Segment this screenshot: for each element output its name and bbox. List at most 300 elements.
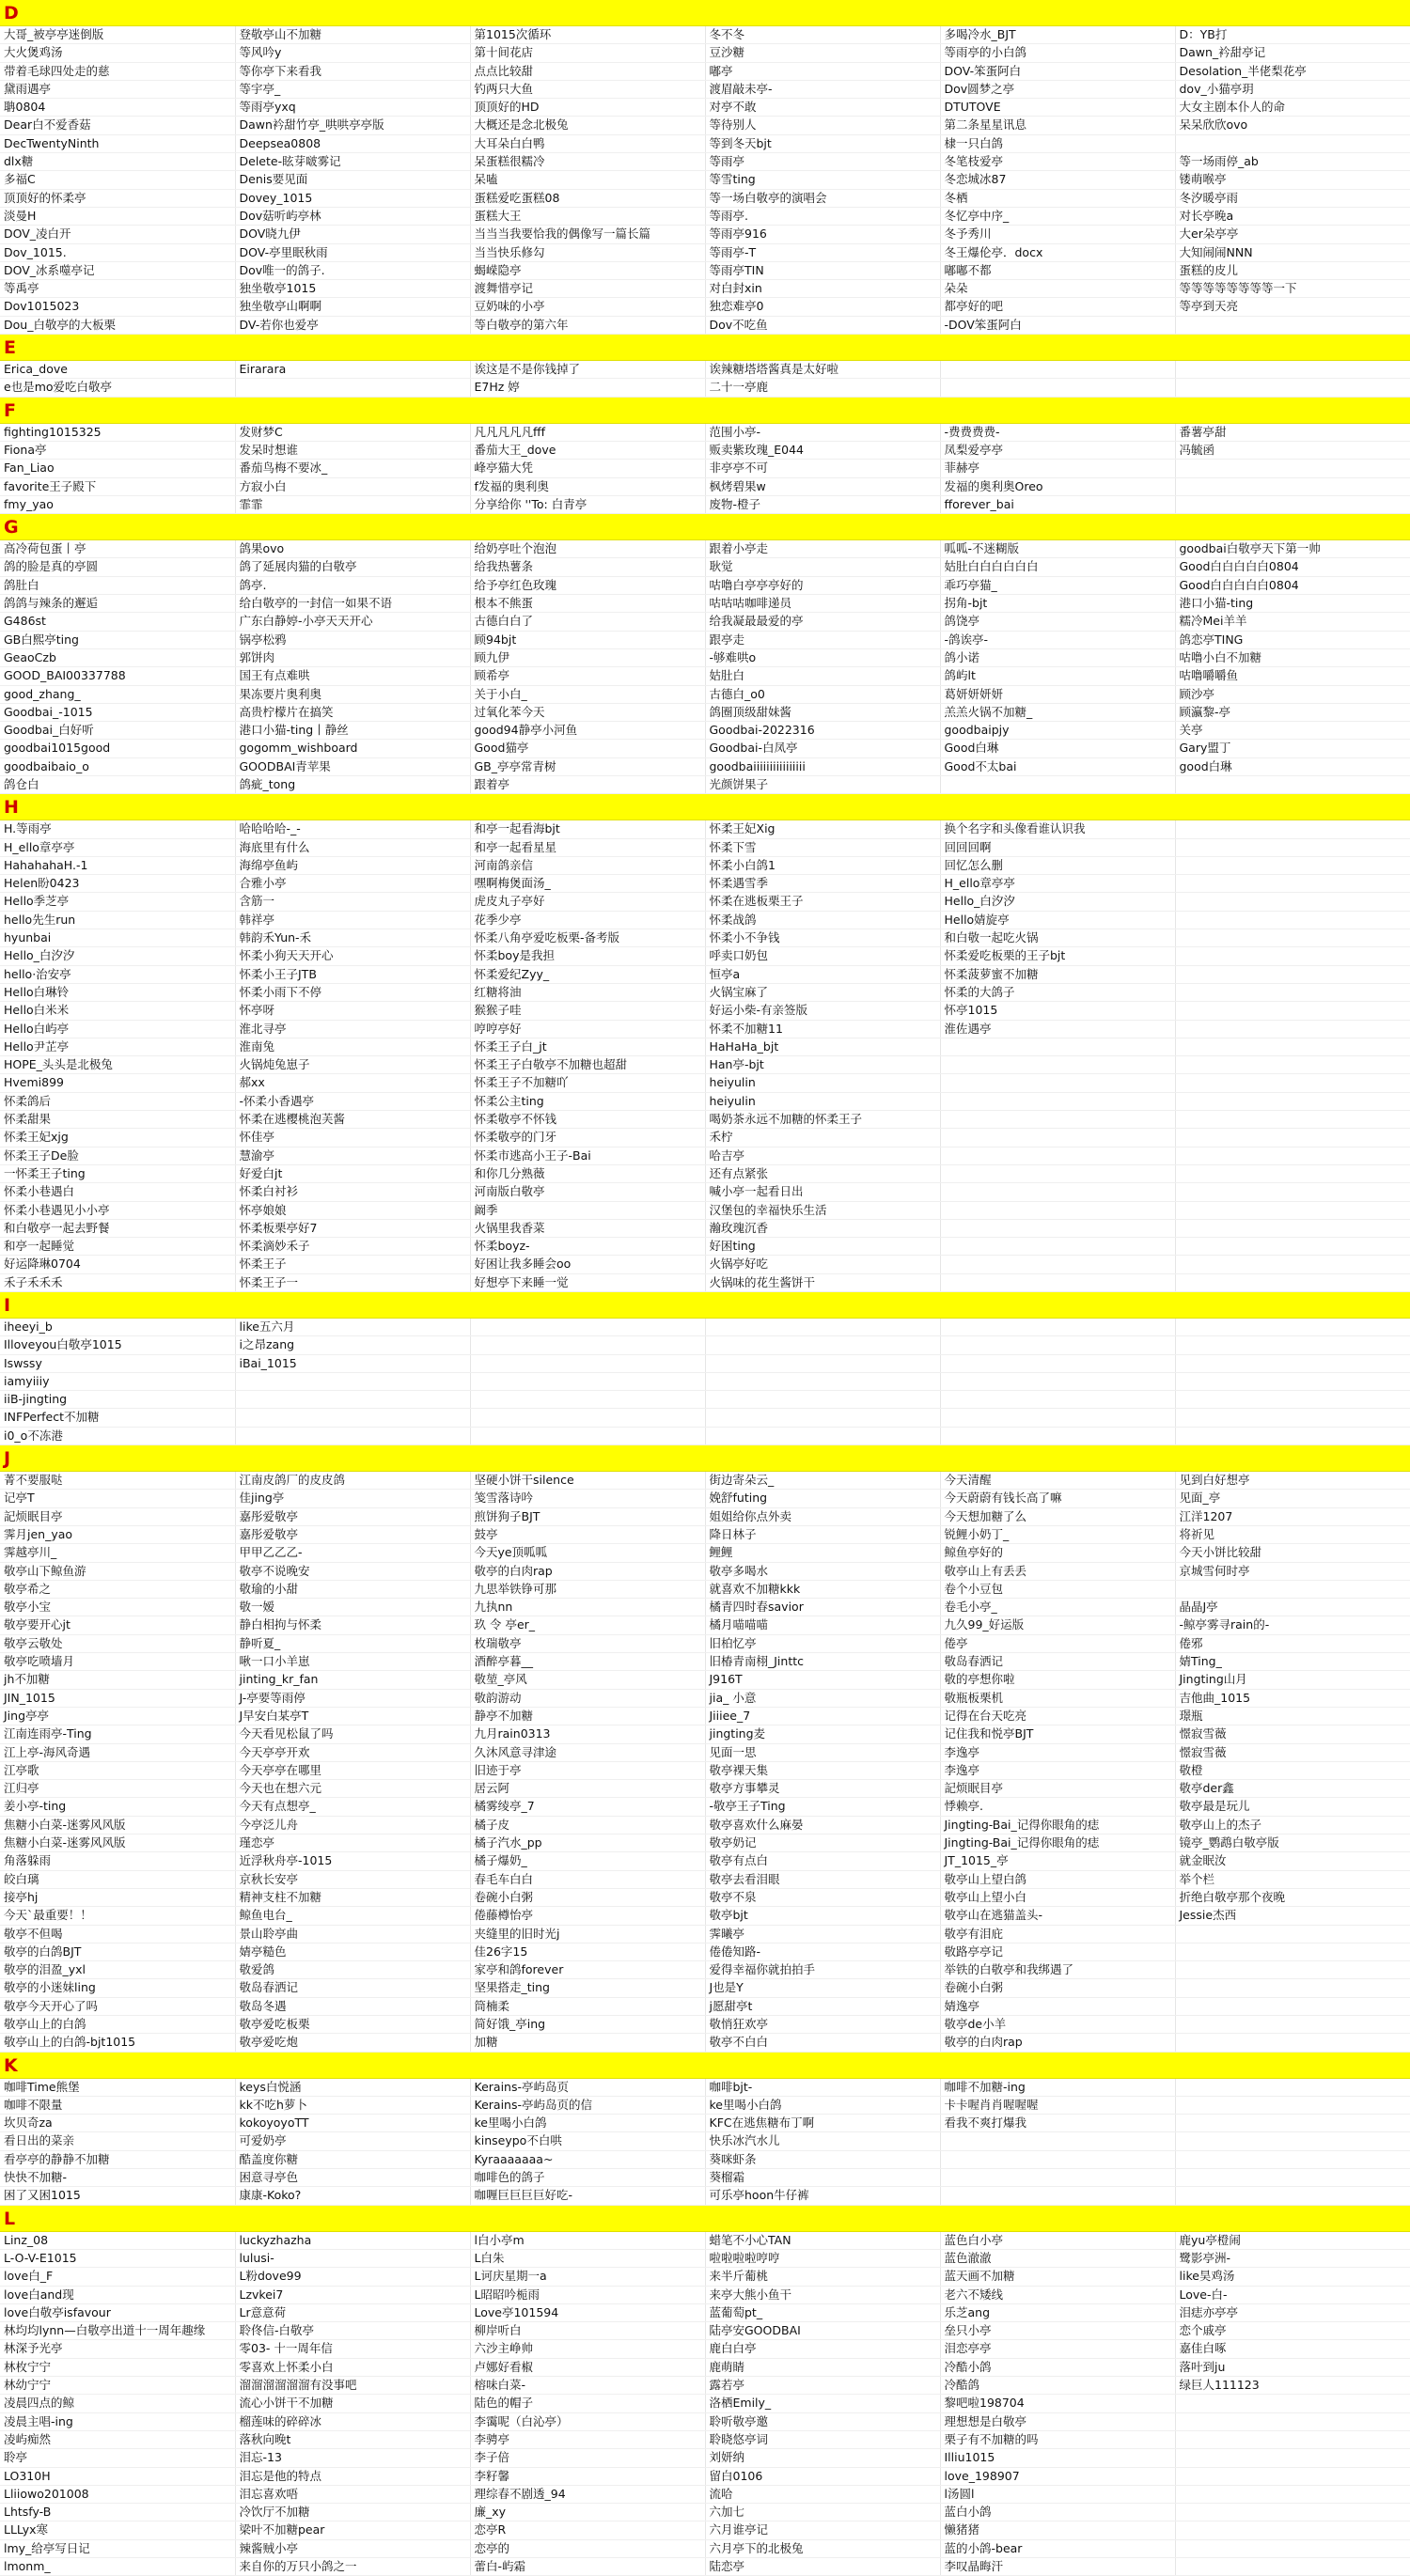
cell[interactable]: 敬一嫒 (235, 1599, 470, 1616)
cell[interactable]: 晶晶J亭 (1175, 1599, 1410, 1616)
cell[interactable]: 非亭亭不可 (705, 460, 940, 477)
cell[interactable] (235, 1427, 470, 1444)
cell[interactable]: 姐姐给你点外卖 (705, 1507, 940, 1525)
cell[interactable] (1175, 2558, 1410, 2576)
cell[interactable] (1175, 775, 1410, 793)
cell[interactable]: Hello_白汐汐 (940, 893, 1175, 911)
cell[interactable]: good白琳 (1175, 757, 1410, 775)
cell[interactable]: 旧柏忆亭 (705, 1634, 940, 1652)
cell[interactable]: 娩舒futing (705, 1490, 940, 1507)
cell[interactable]: 黎吧啦198704 (940, 2395, 1175, 2412)
cell[interactable]: 家亭和鸽forever (470, 1961, 705, 1979)
cell[interactable]: 敬亭不泉 (705, 1888, 940, 1906)
cell[interactable]: Lr意意荷 (235, 2303, 470, 2321)
cell[interactable] (1175, 2079, 1410, 2097)
cell[interactable]: 敬堃_亭风 (470, 1671, 705, 1689)
cell[interactable]: 韩韵禾Yun-禾 (235, 929, 470, 947)
cell[interactable]: 顶顶好的HD (470, 99, 705, 117)
cell[interactable]: Hvemi899 (0, 1074, 235, 1092)
cell[interactable]: Helen盼0423 (0, 875, 235, 893)
cell[interactable]: 和白敬亭一起去野餐 (0, 1219, 235, 1237)
cell[interactable]: 大er朵亭亭 (1175, 226, 1410, 243)
cell[interactable]: 敬亭最是玩儿 (1175, 1798, 1410, 1816)
cell[interactable]: 猴猴子哇 (470, 1002, 705, 1020)
cell[interactable]: 嘉彤爱敬亭 (235, 1525, 470, 1543)
cell[interactable]: 婧Ting_ (1175, 1653, 1410, 1671)
cell[interactable] (705, 1391, 940, 1409)
cell[interactable]: Hello_白汐汐 (0, 947, 235, 965)
cell[interactable]: J916T (705, 1671, 940, 1689)
cell[interactable]: 今天也在想六元 (235, 1780, 470, 1798)
cell[interactable]: 敬亭吃喷墙月 (0, 1653, 235, 1671)
cell[interactable]: J早安白某亭T (235, 1707, 470, 1725)
cell[interactable]: 等雨亭的小白鸽 (940, 44, 1175, 62)
cell[interactable]: kk不吃h萝卜 (235, 2096, 470, 2114)
cell[interactable]: 怀柔敬亭不怀钱 (470, 1111, 705, 1129)
cell[interactable]: 敬亭云敬处 (0, 1634, 235, 1652)
cell[interactable] (940, 1038, 1175, 1055)
cell[interactable]: hyunbai (0, 929, 235, 947)
cell[interactable]: 蕾白-屿霜 (470, 2558, 705, 2576)
cell[interactable]: -够难哄o (705, 648, 940, 666)
cell[interactable]: 恋个戚亭 (1175, 2322, 1410, 2340)
cell[interactable]: 蓝色白小亭 (940, 2232, 1175, 2250)
cell[interactable] (1175, 875, 1410, 893)
cell[interactable]: GOODBAI青苹果 (235, 757, 470, 775)
cell[interactable]: 等待别人 (705, 117, 940, 134)
cell[interactable] (1175, 1038, 1410, 1055)
cell[interactable]: 今天想加糖了么 (940, 1507, 1175, 1525)
cell[interactable]: Fan_Liao (0, 460, 235, 477)
cell[interactable]: 大女主剧本仆人的命 (1175, 99, 1410, 117)
cell[interactable] (1175, 1238, 1410, 1256)
cell[interactable]: 敬亭的小迷妹ling (0, 1979, 235, 1997)
cell[interactable]: 蓝天画不加糖 (940, 2268, 1175, 2286)
cell[interactable]: Good不太bai (940, 757, 1175, 775)
cell[interactable]: 鹿yu亭橙闹 (1175, 2232, 1410, 2250)
cell[interactable]: 好运降琳0704 (0, 1256, 235, 1273)
cell[interactable]: 敬的亭想你啦 (940, 1671, 1175, 1689)
cell[interactable]: 冬恋城冰87 (940, 171, 1175, 189)
cell[interactable] (705, 1319, 940, 1336)
cell[interactable]: 敬亭山在逃猫盖头- (940, 1907, 1175, 1925)
cell[interactable]: 春毛车白白 (470, 1870, 705, 1888)
cell[interactable]: kinseypo不白哄 (470, 2132, 705, 2150)
cell[interactable]: 鸽的脸是真的亭圆 (0, 558, 235, 576)
cell[interactable]: 卷碗小白粥 (940, 1979, 1175, 1997)
cell[interactable]: 独坐敬亭山啊啊 (235, 298, 470, 316)
cell[interactable]: 汉堡包的幸福快乐生活 (705, 1201, 940, 1219)
cell[interactable]: 好运小柴-有亲签版 (705, 1002, 940, 1020)
cell[interactable]: 敬韵游动 (470, 1689, 705, 1707)
cell[interactable]: 带着毛球四处走的慈 (0, 62, 235, 80)
cell[interactable]: 港口小猫-ting (1175, 595, 1410, 613)
cell[interactable]: goodbai1015good (0, 740, 235, 757)
cell[interactable]: 等禹亭 (0, 280, 235, 298)
cell[interactable]: GB白熙亭ting (0, 631, 235, 648)
cell[interactable]: 理想想是白敬亭 (940, 2412, 1175, 2430)
cell[interactable]: 林枚宁宁 (0, 2358, 235, 2376)
cell[interactable]: 刘妍纳 (705, 2449, 940, 2467)
cell[interactable]: ke里喝小白鸽 (470, 2115, 705, 2132)
cell[interactable]: Goodbai-白凤亭 (705, 740, 940, 757)
cell[interactable] (1175, 1074, 1410, 1092)
cell[interactable]: 今天ye顶呱呱 (470, 1544, 705, 1562)
cell[interactable]: goodbaiiiiiiiiiiiiiiii (705, 757, 940, 775)
cell[interactable]: 高贵柠檬片在搞笑 (235, 703, 470, 721)
cell[interactable] (1175, 361, 1410, 379)
cell[interactable]: 敬亭山上望小白 (940, 1888, 1175, 1906)
cell[interactable]: 怀柔在逃樱桃泡芙酱 (235, 1111, 470, 1129)
cell[interactable]: fighting1015325 (0, 424, 235, 442)
cell[interactable]: 卷毛小亭_ (940, 1599, 1175, 1616)
cell[interactable] (1175, 1372, 1410, 1390)
cell[interactable]: Gary盟丁 (1175, 740, 1410, 757)
cell[interactable]: 咖啡不限量 (0, 2096, 235, 2114)
cell[interactable]: like昊鸡汤 (1175, 2268, 1410, 2286)
cell[interactable]: 京城雪何时亭 (1175, 1562, 1410, 1580)
cell[interactable]: Good白白白白白0804 (1175, 558, 1410, 576)
cell[interactable]: 怀柔滴妙禾子 (235, 1238, 470, 1256)
cell[interactable]: 过氧化苯今天 (470, 703, 705, 721)
cell[interactable]: 大知闹闹NNN (1175, 243, 1410, 261)
cell[interactable]: 京秋长安亭 (235, 1870, 470, 1888)
cell[interactable] (470, 1354, 705, 1372)
cell[interactable]: 敬亭方事攀灵 (705, 1780, 940, 1798)
cell[interactable]: G486st (0, 613, 235, 631)
cell[interactable]: 枫烤碧果w (705, 477, 940, 495)
cell[interactable] (940, 1238, 1175, 1256)
cell[interactable]: 豆沙糖 (705, 44, 940, 62)
cell[interactable]: 糯冷Mei羊羊 (1175, 613, 1410, 631)
cell[interactable] (470, 1336, 705, 1354)
cell[interactable]: 敬亭不但喝 (0, 1925, 235, 1943)
cell[interactable]: INFPerfect不加糖 (0, 1409, 235, 1427)
cell[interactable]: 筒楠柔 (470, 1997, 705, 2015)
cell[interactable]: i之昂zang (235, 1336, 470, 1354)
cell[interactable]: 夹缝里的旧时光j (470, 1925, 705, 1943)
cell[interactable]: 敬瑜的小甜 (235, 1580, 470, 1598)
cell[interactable]: 多喝冷水_BJT (940, 26, 1175, 44)
cell[interactable]: 泪忘-13 (235, 2449, 470, 2467)
cell[interactable]: 呱呱-不迷糊版 (940, 540, 1175, 558)
cell[interactable]: Kerains-亭屿岛页的信 (470, 2096, 705, 2114)
cell[interactable]: 羔羔火锅不加糖_ (940, 703, 1175, 721)
cell[interactable]: 顶顶好的怀柔亭 (0, 189, 235, 207)
cell[interactable]: 顾希亭 (470, 667, 705, 685)
cell[interactable]: Dear白不爱香菇 (0, 117, 235, 134)
cell[interactable]: 鸽恋亭TING (1175, 631, 1410, 648)
cell[interactable] (1175, 1020, 1410, 1038)
cell[interactable] (940, 1111, 1175, 1129)
cell[interactable]: 来自你的万只小鸽之一 (235, 2558, 470, 2576)
cell[interactable]: 朵朵 (940, 280, 1175, 298)
cell[interactable] (940, 2150, 1175, 2168)
cell[interactable]: fmy_yao (0, 495, 235, 513)
cell[interactable]: 敬亭裸天集 (705, 1761, 940, 1779)
cell[interactable]: H_ello章亭亭 (940, 875, 1175, 893)
cell[interactable]: hello先生run (0, 911, 235, 929)
cell[interactable]: 咖喱巨巨巨巨好吃- (470, 2187, 705, 2205)
cell[interactable]: 怀柔爱吃板栗的王子bjt (940, 947, 1175, 965)
cell[interactable]: Love亭101594 (470, 2303, 705, 2321)
cell[interactable]: 等等等等等等等等一下 (1175, 280, 1410, 298)
cell[interactable]: 坎贝奇za (0, 2115, 235, 2132)
cell[interactable]: -DOV笨蛋阿白 (940, 316, 1175, 334)
cell[interactable]: 当当当我要恰我的偶像写一篇长篇 (470, 226, 705, 243)
cell[interactable]: 九执nn (470, 1599, 705, 1616)
cell[interactable]: 枚瑞敬亭 (470, 1634, 705, 1652)
cell[interactable]: 敬亭的白肉rap (940, 2034, 1175, 2052)
cell[interactable]: 冬栖 (940, 189, 1175, 207)
cell[interactable]: 禾柠 (705, 1129, 940, 1147)
cell[interactable]: 婧亭糙色 (235, 1943, 470, 1960)
cell[interactable]: jh不加糖 (0, 1671, 235, 1689)
cell[interactable]: 江南连雨亭-Ting (0, 1725, 235, 1743)
cell[interactable]: 廉_xy (470, 2504, 705, 2521)
cell[interactable]: jia_ 小意 (705, 1689, 940, 1707)
cell[interactable]: 敬亭山下鲸鱼游 (0, 1562, 235, 1580)
cell[interactable]: 鲤鲤 (705, 1544, 940, 1562)
cell[interactable]: 独坐敬亭1015 (235, 280, 470, 298)
cell[interactable]: keys白悦涵 (235, 2079, 470, 2097)
cell[interactable]: 李叹晶晦汗 (940, 2558, 1175, 2576)
cell[interactable]: 憬寂雪薇 (1175, 1743, 1410, 1761)
cell[interactable]: 鸽果ovo (235, 540, 470, 558)
cell[interactable]: dov_小猫亭玥 (1175, 80, 1410, 98)
cell[interactable]: 等雨亭. (705, 207, 940, 225)
cell[interactable]: Deepsea0808 (235, 134, 470, 152)
cell[interactable] (940, 1092, 1175, 1110)
cell[interactable]: 将祈见 (1175, 1525, 1410, 1543)
cell[interactable] (1175, 2485, 1410, 2503)
cell[interactable]: 拐角-bjt (940, 595, 1175, 613)
cell[interactable]: 当当快乐修勾 (470, 243, 705, 261)
cell[interactable]: 港口小猫-ting丨静丝 (235, 722, 470, 740)
cell[interactable] (1175, 477, 1410, 495)
cell[interactable]: 姑肚白白白白白白 (940, 558, 1175, 576)
cell[interactable]: 大概还是念北极兔 (470, 117, 705, 134)
cell[interactable]: 记亭T (0, 1490, 235, 1507)
cell[interactable]: good_zhang_ (0, 685, 235, 703)
cell[interactable] (940, 361, 1175, 379)
cell[interactable]: 见面一思 (705, 1743, 940, 1761)
cell[interactable]: 冬予秀川 (940, 226, 1175, 243)
cell[interactable]: LO310H (0, 2467, 235, 2485)
cell[interactable]: 甲甲乙乙乙- (235, 1544, 470, 1562)
cell[interactable]: 六月谁亭记 (705, 2521, 940, 2539)
cell[interactable]: 敬亭有泪庇 (940, 1925, 1175, 1943)
cell[interactable]: 镂萌喉亭 (1175, 171, 1410, 189)
cell[interactable]: 今天小饼比较甜 (1175, 1544, 1410, 1562)
cell[interactable] (940, 1183, 1175, 1201)
cell[interactable] (1175, 1273, 1410, 1291)
cell[interactable] (1175, 893, 1410, 911)
cell[interactable]: 康康-Koko? (235, 2187, 470, 2205)
cell[interactable]: 橘子汽水_pp (470, 1834, 705, 1852)
cell[interactable]: 峰亭猫大凭 (470, 460, 705, 477)
cell[interactable]: l汤圆l (940, 2485, 1175, 2503)
cell[interactable]: 等雨亭 (705, 153, 940, 171)
cell[interactable]: 敬岛春洒记 (235, 1979, 470, 1997)
cell[interactable]: Delete-眩芽啵雾记 (235, 153, 470, 171)
cell[interactable]: 耿觉 (705, 558, 940, 576)
cell[interactable] (940, 1409, 1175, 1427)
cell[interactable]: 独恋难亭0 (705, 298, 940, 316)
cell[interactable]: HaHaHa_bjt (705, 1038, 940, 1055)
cell[interactable]: 今亭泛儿舟 (235, 1816, 470, 1834)
cell[interactable]: 橘青四时春savior (705, 1599, 940, 1616)
cell[interactable]: 敬亭bjt (705, 1907, 940, 1925)
cell[interactable]: 怀柔小王子JTB (235, 965, 470, 983)
cell[interactable]: 敬亭山上的白鸽-bjt1015 (0, 2034, 235, 2052)
cell[interactable]: 古德白_o0 (705, 685, 940, 703)
cell[interactable]: 范围小亭- (705, 424, 940, 442)
cell[interactable]: 李霭呢（白沁亭） (470, 2412, 705, 2430)
cell[interactable]: 橘子皮 (470, 1816, 705, 1834)
cell[interactable]: 江亭歌 (0, 1761, 235, 1779)
cell[interactable]: 敬亭不说晚安 (235, 1562, 470, 1580)
cell[interactable]: 凌屿痴然 (0, 2430, 235, 2448)
cell[interactable] (1175, 2150, 1410, 2168)
cell[interactable]: 回忆怎么删 (940, 856, 1175, 874)
cell[interactable]: iiB-jingting (0, 1391, 235, 1409)
cell[interactable]: 鹿萌睛 (705, 2358, 940, 2376)
cell[interactable]: DTUTOVE (940, 99, 1175, 117)
cell[interactable]: 理综春不剧透_94 (470, 2485, 705, 2503)
cell[interactable]: 敬亭山上的白鸽 (0, 2015, 235, 2033)
cell[interactable]: 佳jing亭 (235, 1490, 470, 1507)
cell[interactable]: 怀柔市逃高小王子-Bai (470, 1147, 705, 1164)
cell[interactable] (940, 1219, 1175, 1237)
cell[interactable]: 李子倍 (470, 2449, 705, 2467)
cell[interactable]: 火锅里我香菜 (470, 1219, 705, 1237)
cell[interactable]: 还有点紧张 (705, 1164, 940, 1182)
cell[interactable]: 怀柔王子一 (235, 1273, 470, 1291)
cell[interactable]: 多福C (0, 171, 235, 189)
cell[interactable]: Illoveyou白敬亭1015 (0, 1336, 235, 1354)
cell[interactable]: 泪痣亦亭亭 (1175, 2303, 1410, 2321)
cell[interactable]: Jingting-Bai_记得你眼角的痣 (940, 1816, 1175, 1834)
cell[interactable]: 玖 令 亭er_ (470, 1616, 705, 1634)
cell[interactable]: 可乐亭hoon牛仔裤 (705, 2187, 940, 2205)
cell[interactable]: 冷酷鸽 (940, 2377, 1175, 2395)
cell[interactable]: 回回回啊 (940, 838, 1175, 856)
cell[interactable] (940, 1164, 1175, 1182)
cell[interactable]: 酷盖度你糖 (235, 2150, 470, 2168)
cell[interactable]: Linz_08 (0, 2232, 235, 2250)
cell[interactable]: 今天有点想亭_ (235, 1798, 470, 1816)
cell[interactable]: 怀柔不加糖11 (705, 1020, 940, 1038)
cell[interactable]: 露若亭 (705, 2377, 940, 2395)
cell[interactable]: 怀柔甜果 (0, 1111, 235, 1129)
cell[interactable]: 煎饼狗子BJT (470, 1507, 705, 1525)
cell[interactable]: 霁越亭川_ (0, 1544, 235, 1562)
cell[interactable]: Jiiiee_7 (705, 1707, 940, 1725)
cell[interactable] (1175, 1580, 1410, 1598)
cell[interactable] (1175, 1111, 1410, 1129)
cell[interactable]: 敬亭的白肉rap (470, 1562, 705, 1580)
cell[interactable]: Hello白屿亭 (0, 1020, 235, 1038)
cell[interactable]: L-O-V-E1015 (0, 2249, 235, 2267)
cell[interactable]: 怀柔在逃板栗王子 (705, 893, 940, 911)
cell[interactable]: 怀柔板栗亭好7 (235, 1219, 470, 1237)
cell[interactable] (940, 1391, 1175, 1409)
cell[interactable]: -鸽诶亭- (940, 631, 1175, 648)
cell[interactable]: 和你几分熟薇 (470, 1164, 705, 1182)
cell[interactable]: 跟着亭 (470, 775, 705, 793)
cell[interactable]: Desolation_半佬梨花亭 (1175, 62, 1410, 80)
cell[interactable]: 辣酱贼小亭 (235, 2539, 470, 2557)
cell[interactable]: 记得在台天吃亮 (940, 1707, 1175, 1725)
cell[interactable]: 跟亭走 (705, 631, 940, 648)
cell[interactable]: 顾九伊 (470, 648, 705, 666)
cell[interactable] (1175, 2115, 1410, 2132)
cell[interactable]: 怀亭1015 (940, 1002, 1175, 1020)
cell[interactable]: DOV_凌白开 (0, 226, 235, 243)
cell[interactable]: 静白相拘与怀柔 (235, 1616, 470, 1634)
cell[interactable]: 榕味白菜- (470, 2377, 705, 2395)
cell[interactable]: 看我不爽打爆我 (940, 2115, 1175, 2132)
cell[interactable]: 敬岛春洒记 (940, 1653, 1175, 1671)
cell[interactable]: 冷饮厅不加糖 (235, 2504, 470, 2521)
cell[interactable]: gogomm_wishboard (235, 740, 470, 757)
cell[interactable]: 今天亭亭开欢 (235, 1743, 470, 1761)
cell[interactable]: 皎白璃 (0, 1870, 235, 1888)
cell[interactable] (940, 1336, 1175, 1354)
cell[interactable]: 渡舞惜亭记 (470, 280, 705, 298)
cell[interactable] (940, 2132, 1175, 2150)
cell[interactable]: 林均均lynn—白敬亭出道十一周年趣缘 (0, 2322, 235, 2340)
cell[interactable]: 怀柔王子 (235, 1256, 470, 1273)
cell[interactable]: 璟瓶 (1175, 1707, 1410, 1725)
cell[interactable]: 快快不加糖- (0, 2169, 235, 2187)
cell[interactable]: 海底里有什么 (235, 838, 470, 856)
cell[interactable] (1175, 1183, 1410, 1201)
cell[interactable]: 怀柔王妃Xig (705, 820, 940, 838)
cell[interactable]: KFC在逃焦糖布丁啊 (705, 2115, 940, 2132)
cell[interactable]: 泪恋亭亭 (940, 2340, 1175, 2358)
cell[interactable]: 橘雾绫亭_7 (470, 1798, 705, 1816)
cell[interactable]: 火锅味的花生酱饼干 (705, 1273, 940, 1291)
cell[interactable]: 鸽屿lt (940, 667, 1175, 685)
cell[interactable]: 举个栏 (1175, 1870, 1410, 1888)
cell[interactable]: J-亭要等雨停 (235, 1689, 470, 1707)
cell[interactable]: 李逸亭 (940, 1743, 1175, 1761)
cell[interactable]: e也是mo爱吃白敬亭 (0, 379, 235, 397)
cell[interactable]: 绿巨人111123 (1175, 2377, 1410, 2395)
cell[interactable]: 凌晨四点的鲸 (0, 2395, 235, 2412)
cell[interactable]: 和亭一起看星星 (470, 838, 705, 856)
cell[interactable]: lmonm_ (0, 2558, 235, 2576)
cell[interactable]: 花季少亭 (470, 911, 705, 929)
cell[interactable]: goodbaipjy (940, 722, 1175, 740)
cell[interactable]: 哈吉亭 (705, 1147, 940, 1164)
cell[interactable]: 怀柔菠萝蜜不加糖 (940, 965, 1175, 983)
cell[interactable]: 等雨亭yxq (235, 99, 470, 117)
cell[interactable]: J也是Y (705, 1979, 940, 1997)
cell[interactable] (1175, 1129, 1410, 1147)
cell[interactable]: 零喜欢上怀柔小白 (235, 2358, 470, 2376)
cell[interactable]: 发财梦C (235, 424, 470, 442)
cell[interactable]: 久沐风意寻津途 (470, 1743, 705, 1761)
cell[interactable]: iamyiiiy (0, 1372, 235, 1390)
cell[interactable] (1175, 1201, 1410, 1219)
cell[interactable]: 发呆时想谁 (235, 441, 470, 459)
cell[interactable]: H.等雨亭 (0, 820, 235, 838)
cell[interactable]: 等一场雨停_ab (1175, 153, 1410, 171)
cell[interactable] (1175, 1943, 1410, 1960)
